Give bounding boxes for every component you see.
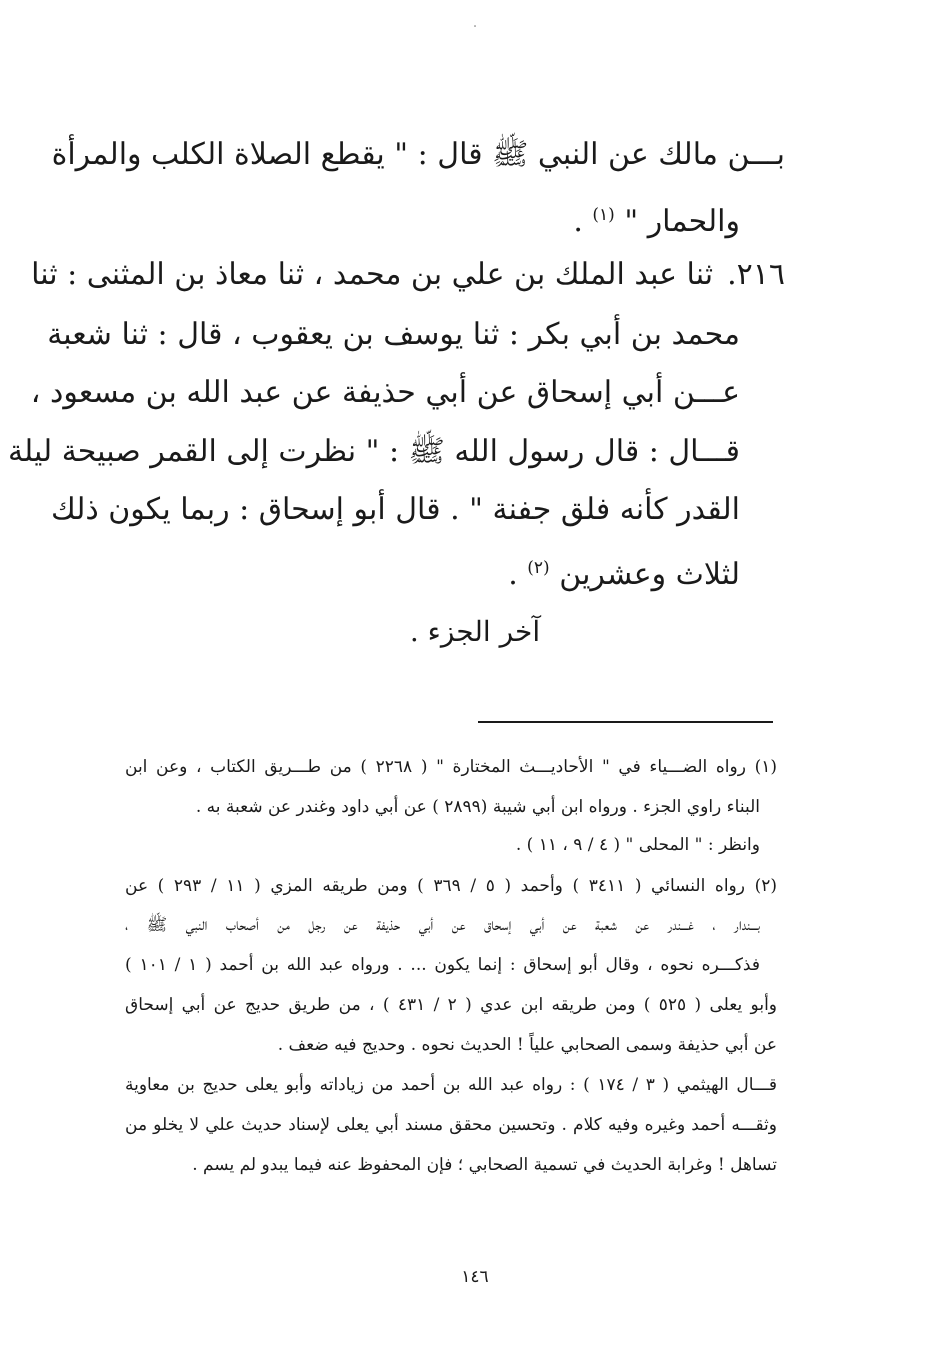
text-line-8 bbox=[508, 548, 740, 595]
text-line-7 bbox=[50, 490, 740, 530]
footnote-line: عن أبي حذيفة وسمى الصحابي علياً ! الحديث نحوه . وحديج فيه ضعف . bbox=[277, 1035, 777, 1055]
line-text: والحمار " bbox=[624, 204, 740, 239]
text-line-5 bbox=[30, 373, 740, 413]
footnote-separator bbox=[478, 721, 773, 723]
footnote-line: (٢) رواه النسائي ( ٣٤١١ ) وأحمد ( ٥ / ٣٦٩ ) ومن طريقه المزي ( ١١ / ٢٩٣ ) عن bbox=[125, 876, 777, 896]
footnote-ref-1: (١) bbox=[592, 205, 615, 225]
footnote-line: بـــندار ، غـــندر عن شعبة عن أبي إسحاق عن أبي حذيفة عن رجل من أصحاب النبي ﷺ ، bbox=[125, 915, 760, 935]
footnote-line: فذكـــره نحوه ، وقال أبو إسحاق : إنما يكون ... . ورواه عبد الله بن أحمد ( ١ / ١٠١ ) bbox=[125, 955, 760, 975]
end-of-part: آخر الجزء . bbox=[409, 615, 541, 648]
line-text: محمد بن أبي بكر : ثنا يوسف بن يعقوب ، قال : ثنا شعبة bbox=[47, 317, 740, 352]
text-line-3 bbox=[31, 255, 785, 295]
top-mark: ٠ bbox=[471, 18, 479, 34]
footnote-line: (١) رواه الضـــياء في " الأحاديـــث المختارة " ( ٢٢٦٨ ) من طـــريق الكتاب ، وعن ابن bbox=[125, 757, 777, 777]
footnote-line: قـــال الهيثمي ( ٣ / ١٧٤ ) : رواه عبد الله بن أحمد من زياداته وأبو يعلى حديج بن معاوية bbox=[125, 1075, 777, 1095]
line-text: لثلاث وعشرين bbox=[559, 557, 740, 592]
footnote-line: تساهل ! وغرابة الحديث في تسمية الصحابي ؛ فإن المحفوظ عنه فيما يبدو لم يسم . bbox=[192, 1155, 777, 1175]
footnote-ref-2: (٢) bbox=[527, 558, 550, 578]
hadith-number: ٢١٦. bbox=[727, 257, 785, 292]
line-text: بـــن مالك عن النبي ﷺ قال : " يقطع الصلاة الكلب والمرأة bbox=[51, 137, 785, 172]
line-end: . bbox=[508, 557, 528, 592]
footnote-line: وانظر : " المحلى " ( ٤ / ٩ ، ١١ ) . bbox=[515, 835, 760, 855]
text-line-6 bbox=[7, 432, 740, 472]
line-end: . bbox=[573, 204, 593, 239]
line-text: القدر كأنه فلق جفنة " . قال أبو إسحاق : ربما يكون ذلك bbox=[50, 492, 740, 527]
page-number: ١٤٦ bbox=[461, 1267, 489, 1287]
text-line-1 bbox=[51, 135, 785, 175]
footnote-line: البناء راوي الجزء . ورواه ابن أبي شيبة (٢٨٩٩ ) عن أبي داود وغندر عن شعبة به . bbox=[195, 797, 760, 817]
line-text: قـــال : قال رسول الله ﷺ : " نظرت إلى القمر صبيحة ليلة bbox=[7, 434, 740, 469]
footnote-line: وأبو يعلى ( ٥٢٥ ) ومن طريقه ابن عدي ( ٢ / ٤٣١ ) ، من طريق حديج عن أبي إسحاق bbox=[125, 995, 777, 1015]
line-text: عـــن أبي إسحاق عن أبي حذيفة عن عبد الله بن مسعود ، bbox=[30, 375, 740, 410]
text-line-2 bbox=[573, 195, 740, 242]
line-text: ثنا عبد الملك بن علي بن محمد ، ثنا معاذ بن المثنى : ثنا bbox=[31, 257, 714, 292]
text-line-4 bbox=[47, 315, 740, 355]
footnote-line: وثقـــه أحمد وغيره وفيه كلام . وتحسين محقق مسند أبي يعلى لإسناد حديث علي لا يخلو من bbox=[125, 1115, 777, 1135]
